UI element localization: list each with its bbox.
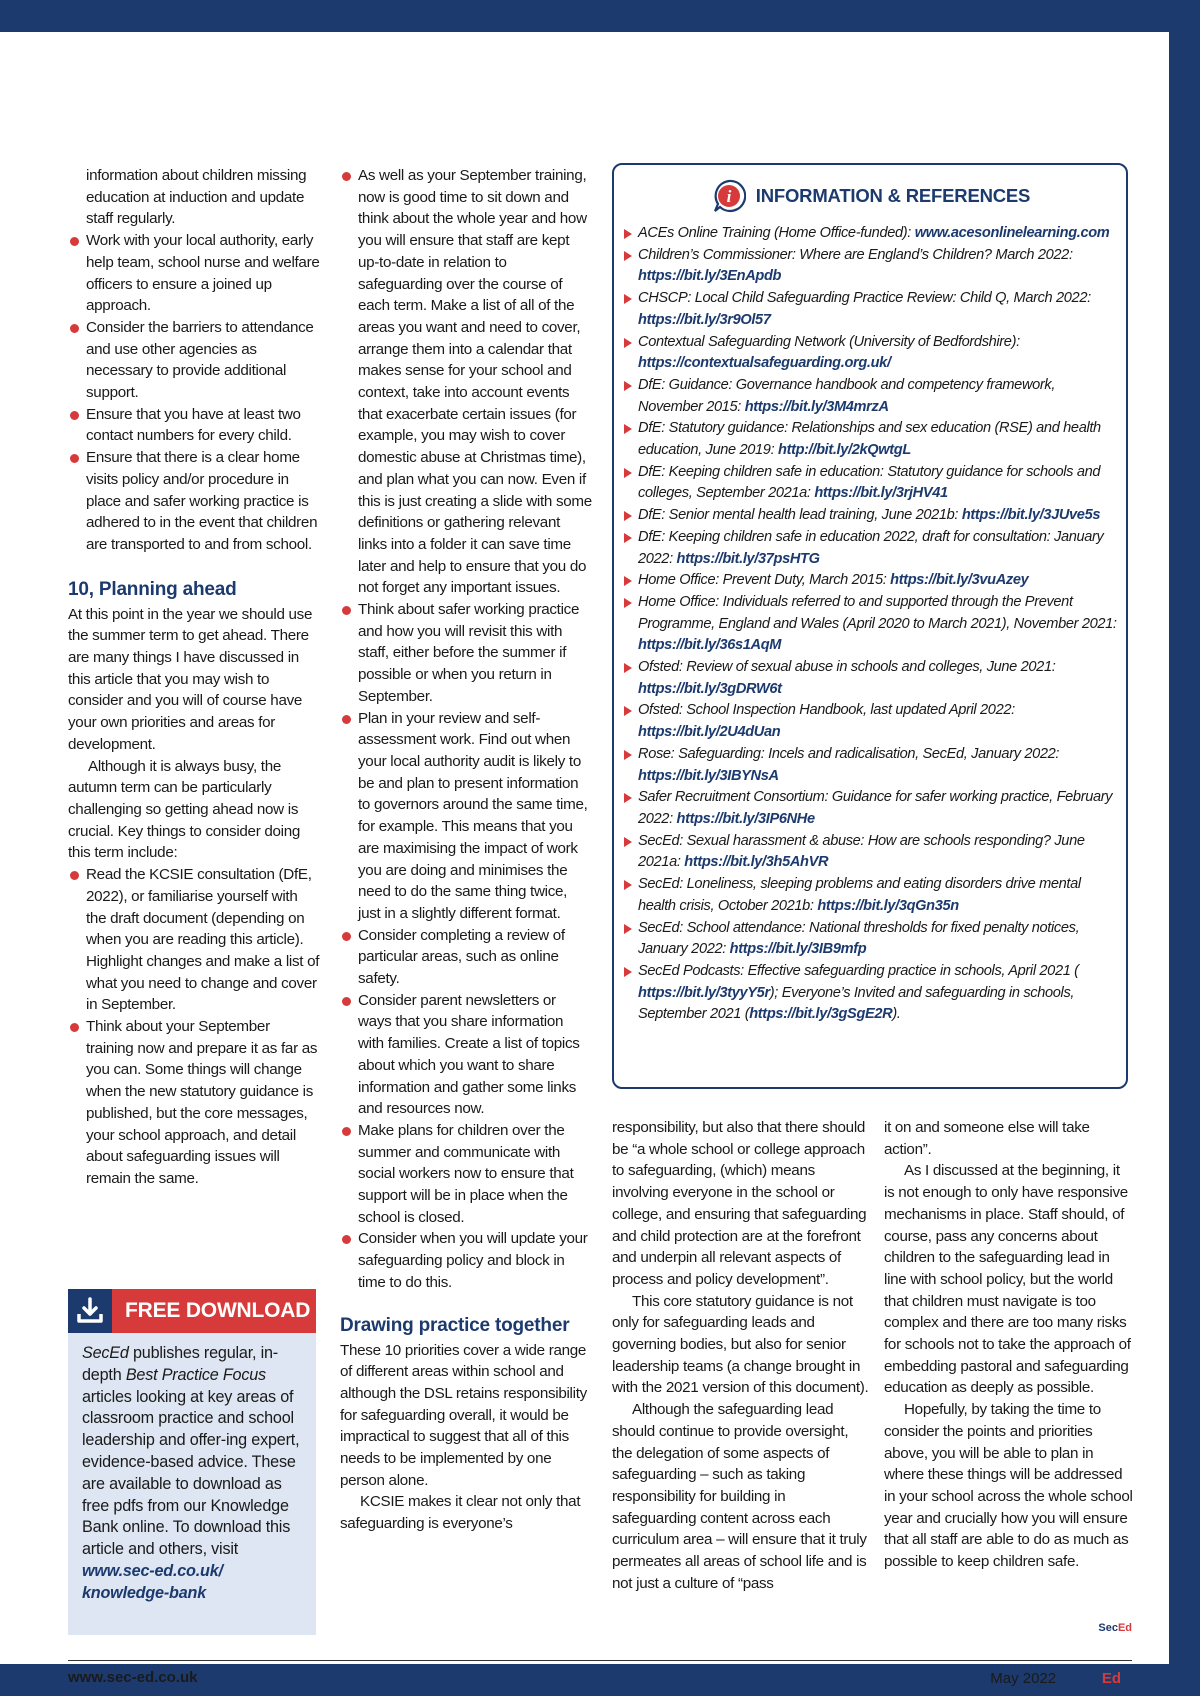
reference-text: ACEs Online Training (Home Office-funded): (638, 225, 911, 241)
section-heading: Drawing practice together (340, 1314, 570, 1336)
reference-item (624, 700, 1118, 743)
reference-text: Home Office: Prevent Duty, March 2015: (638, 572, 887, 589)
arrow-right-icon (1126, 1673, 1132, 1685)
reference-link[interactable]: https://bit.ly/3tyyY5r (638, 984, 770, 1001)
paragraph: Although it is always busy, the autumn term can be particularly challenging so getting ahead now is crucial. Key things to consider doing this term include: (68, 757, 301, 862)
reference-item (624, 527, 1118, 570)
paragraph: At this point in the year we should use the summer term to get ahead. There are many things I have discussed in this article that you may wish to consider and you will of course have your own priorities and areas for development. (68, 605, 313, 753)
download-icon (68, 1289, 112, 1333)
reference-link[interactable]: https://bit.ly/3h5AhVR (684, 854, 829, 871)
reference-text: SecEd: Loneliness, sleeping problems and eating disorders drive mental health crisis, October 2021b: (638, 876, 1081, 914)
reference-link[interactable]: https://bit.ly/37psHTG (676, 550, 820, 567)
paragraph: responsibility, but also that there should be “a whole school or college approach to safeguarding, (which) means involving everyone in the school or college, and ensuring that safeguarding and child protection are at the forefront and underpin all relevant aspects of process and policy development”. (612, 1119, 867, 1288)
reference-text: Home Office: Individuals referred to and supported through the Prevent Programme, England and Wales (April 2020 to March 2021), November 2021: (638, 593, 1117, 632)
issue-date: May 2022 (990, 1670, 1057, 1687)
reference-link[interactable]: https://bit.ly/3qGn35n (817, 897, 959, 914)
reference-item (624, 787, 1118, 830)
reference-text: SecEd: School attendance: National thresholds for fixed penalty notices, January 2022: (638, 919, 1080, 958)
column-3 (612, 1117, 870, 1594)
reference-text: Safer Recruitment Consortium: Guidance for safer working practice, February 2022: (638, 789, 1113, 827)
download-title: FREE DOWNLOAD (112, 1289, 316, 1333)
reference-item (624, 245, 1118, 288)
bullet-list (340, 165, 592, 1294)
end-mark-logo (1098, 1622, 1132, 1634)
reference-item (624, 462, 1118, 505)
references-list (624, 223, 1118, 1026)
reference-link[interactable]: https://bit.ly/3rjHV41 (814, 485, 948, 502)
reference-item (624, 375, 1118, 418)
reference-item (624, 505, 1118, 527)
list-item: Consider completing a review of particular areas, such as online safety. (340, 925, 592, 990)
paragraph: As I discussed at the beginning, it is not enough to only have responsive mechanisms in place. Staff should, of course, pass any concerns about children to the safeguarding lead in line with school policy, but the world that children must navigate is too complex and there are too many risks for schools not to take the approach of embedding pastoral and safeguarding education as deeply as possible. (884, 1162, 1131, 1397)
publication-name: SecEd (82, 1344, 129, 1362)
reference-item (624, 223, 1118, 245)
reference-link[interactable]: https://bit.ly/36s1AqM (638, 637, 782, 654)
list-item: As well as your September training, now is good time to sit down and think about the whole year and how you will ensure that staff are kept up-to-date in relation to safeguarding over the course of each term. Make a list of all of the areas you want and need to cover, arrange them into a calendar that makes sense for your school and context, take into account events that exacerbate certain issues (for example, you may wish to cover domestic abuse at Christmas time), and plan what you can now. Even if this is just creating a slide with some definitions or gathering relevant links into a folder it can save time later and help to ensure that you do not forget any important issues. (340, 165, 592, 599)
reference-item (624, 657, 1118, 700)
reference-text: DfE: Keeping children safe in education 2022, draft for consultation: January 2022: (638, 528, 1104, 567)
reference-text: DfE: Statutory guidance: Relationships and sex education (RSE) and health education, June 2019: (638, 420, 1101, 459)
column-2 (340, 165, 592, 1535)
bullet-list (68, 864, 320, 1190)
page (0, 32, 1169, 1687)
list-item: Consider parent newsletters or ways that you share information with families. Create a list of topics about which you want to share information and gather some links and resources now. (340, 990, 592, 1120)
download-text-part: publishes regular, in-depth (82, 1344, 278, 1384)
list-item: information about children missing education at induction and update staff regularly. (86, 167, 307, 228)
reference-text: CHSCP: Local Child Safeguarding Practice Review: Child Q, March 2022: (638, 290, 1091, 307)
reference-text: SecEd Podcasts: Effective safeguarding practice in schools, April 2021 ( (638, 962, 1079, 979)
paragraph: it on and someone else will take action”. (884, 1119, 1090, 1158)
seced-logo (1075, 1670, 1121, 1687)
reference-item (624, 592, 1118, 657)
logo-part: Ed (1117, 1622, 1132, 1634)
list-item: Consider the barriers to attendance and use other agencies as necessary to provide additional support. (68, 317, 320, 404)
footer-website-link[interactable]: www.sec-ed.co.uk (68, 1669, 198, 1686)
list-item: Ensure that you have at least two contact numbers for every child. (68, 404, 320, 447)
reference-link[interactable]: https://bit.ly/3M4mrzA (744, 398, 889, 415)
info-icon (712, 179, 746, 213)
footer-issue (990, 1670, 1132, 1687)
reference-link[interactable]: https://bit.ly/3IB9mfp (729, 941, 867, 958)
column-1 (68, 165, 320, 1190)
reference-item (624, 961, 1118, 1026)
references-title: INFORMATION & REFERENCES (755, 185, 1031, 206)
reference-text: ); Everyone’s Invited and safeguarding in schools, September 2021 ( (638, 984, 1075, 1023)
paragraph: Hopefully, by taking the time to consider the points and priorities above, you will be able to plan in where these things will be addressed in your school across the whole school year and crucially how you will ensure that all staff are able to do as much as possible to keep children safe. (884, 1401, 1133, 1571)
list-item: Plan in your review and self-assessment work. Find out when your local authority audit is likely to be and plan to present information to governors around the same time, for example. This means that you are maximising the impact of work you are doing and minimises the need to do the same thing twice, just in a slightly different format. (340, 708, 592, 925)
reference-link[interactable]: https://bit.ly/3r9Ol57 (638, 311, 771, 328)
paragraph: This core statutory guidance is not only for safeguarding leads and governing bodies, but also for senior leadership teams (a change brought in with the 2021 version of this document). (612, 1292, 869, 1397)
list-item: Read the KCSIE consultation (DfE, 2022), or familiarise yourself with the draft document (depending on when you are reading this article). Highlight changes and make a list of what you need to change and cover in September. (68, 864, 320, 1016)
reference-item (624, 831, 1118, 874)
free-download-box (68, 1289, 316, 1635)
reference-link[interactable]: http://bit.ly/2kQwtgL (778, 442, 911, 459)
reference-text: ). (892, 1006, 901, 1023)
reference-link[interactable]: www.acesonlinelearning.com (914, 225, 1110, 241)
reference-item (624, 288, 1118, 331)
reference-link[interactable]: https://bit.ly/3vuAzey (890, 572, 1029, 589)
logo-part: Sec (1075, 1670, 1102, 1687)
paragraph: Although the safeguarding lead should continue to provide oversight, the delegation of some aspects of safeguarding – such as taking responsibility for building in safeguarding content across each curriculum area – will ensure that it truly permeates all areas of school life and is not just a culture of “pass (612, 1401, 867, 1592)
reference-text: Children’s Commissioner: Where are England’s Children? March 2022: (638, 246, 1073, 263)
reference-link[interactable]: https://contextualsafeguarding.org.uk/ (638, 355, 891, 372)
column-4 (884, 1117, 1134, 1573)
reference-text: Rose: Safeguarding: Incels and radicalisation, SecEd, January 2022: (638, 745, 1060, 762)
download-header (68, 1289, 316, 1333)
reference-link[interactable]: https://bit.ly/3EnApdb (638, 268, 782, 285)
reference-link[interactable]: https://bit.ly/3IBYNsA (638, 767, 779, 784)
footer-divider (68, 1660, 1132, 1661)
bullet-list (68, 165, 320, 556)
reference-link[interactable]: https://bit.ly/3IP6NHe (676, 810, 815, 827)
logo-part: Sec (1098, 1622, 1118, 1634)
reference-link[interactable]: https://bit.ly/3gDRW6t (638, 680, 782, 697)
svg-text:i: i (726, 187, 732, 206)
list-item: Make plans for children over the summer and communicate with social workers now to ensure that support will be in place when the school is closed. (340, 1120, 592, 1229)
list-item: Think about safer working practice and how you will revisit this with staff, either before the summer if possible or when you return in September. (340, 599, 592, 708)
references-header (624, 179, 1118, 213)
reference-text: DfE: Keeping children safe in education: Statutory guidance for schools and colleges, September 2021a: (638, 463, 1101, 502)
arrow-left-icon (1064, 1673, 1070, 1685)
reference-text: DfE: Guidance: Governance handbook and competency framework, November 2015: (638, 376, 1056, 415)
reference-item (624, 570, 1118, 592)
logo-part: Ed (1101, 1670, 1121, 1687)
knowledge-bank-link[interactable]: www.sec-ed.co.uk/ knowledge-bank (82, 1561, 223, 1602)
reference-item (624, 874, 1118, 917)
series-name: Best Practice Focus (125, 1365, 266, 1384)
reference-item (624, 918, 1118, 961)
reference-text: DfE: Senior mental health lead training, June 2021b: (638, 507, 959, 524)
paragraph: KCSIE makes it clear not only that safeguarding is everyone’s (340, 1493, 581, 1533)
reference-item (624, 744, 1118, 787)
reference-link[interactable]: https://bit.ly/2U4dUan (638, 724, 781, 741)
list-item: Consider when you will update your safeguarding policy and block in time to do this. (340, 1228, 592, 1293)
list-item: Ensure that there is a clear home visits policy and/or procedure in place and safer working practice is adhered to in the event that children are transported to and from school. (68, 447, 320, 556)
list-item: Think about your September training now and prepare it as far as you can. Some things will change when the new statutory guidance is published, but the core messages, your school approach, and detail about safeguarding issues will remain the same. (68, 1016, 320, 1190)
download-text (68, 1333, 316, 1605)
references-box (612, 163, 1128, 1089)
reference-text: SecEd: Sexual harassment & abuse: How are schools responding? June 2021a: (638, 832, 1085, 871)
reference-text: Ofsted: School Inspection Handbook, last updated April 2022: (638, 702, 1015, 719)
paragraph: These 10 priorities cover a wide range of different areas within school and although the DSL retains responsibility for safeguarding overall, it would be impractical to suggest that all of this needs to be implemented by one person alone. (340, 1341, 587, 1489)
reference-text: Contextual Safeguarding Network (University of Bedfordshire): (638, 333, 1020, 350)
section-heading: 10, Planning ahead (68, 578, 237, 600)
download-text-part: articles looking at key areas of classroom practice and school leadership and offer-ing expert, evidence-based advice. These are available to download as free pdfs from our Knowledge Bank online. To download this article and others, visit (82, 1387, 300, 1559)
reference-item (624, 418, 1118, 461)
reference-link[interactable]: https://bit.ly/3gSgE2R (749, 1006, 893, 1023)
reference-item (624, 332, 1118, 375)
reference-link[interactable]: https://bit.ly/3JUve5s (961, 507, 1101, 524)
list-item: Work with your local authority, early help team, school nurse and welfare officers to ensure a joined up approach. (68, 230, 320, 317)
reference-text: Ofsted: Review of sexual abuse in schools and colleges, June 2021: (638, 659, 1056, 676)
